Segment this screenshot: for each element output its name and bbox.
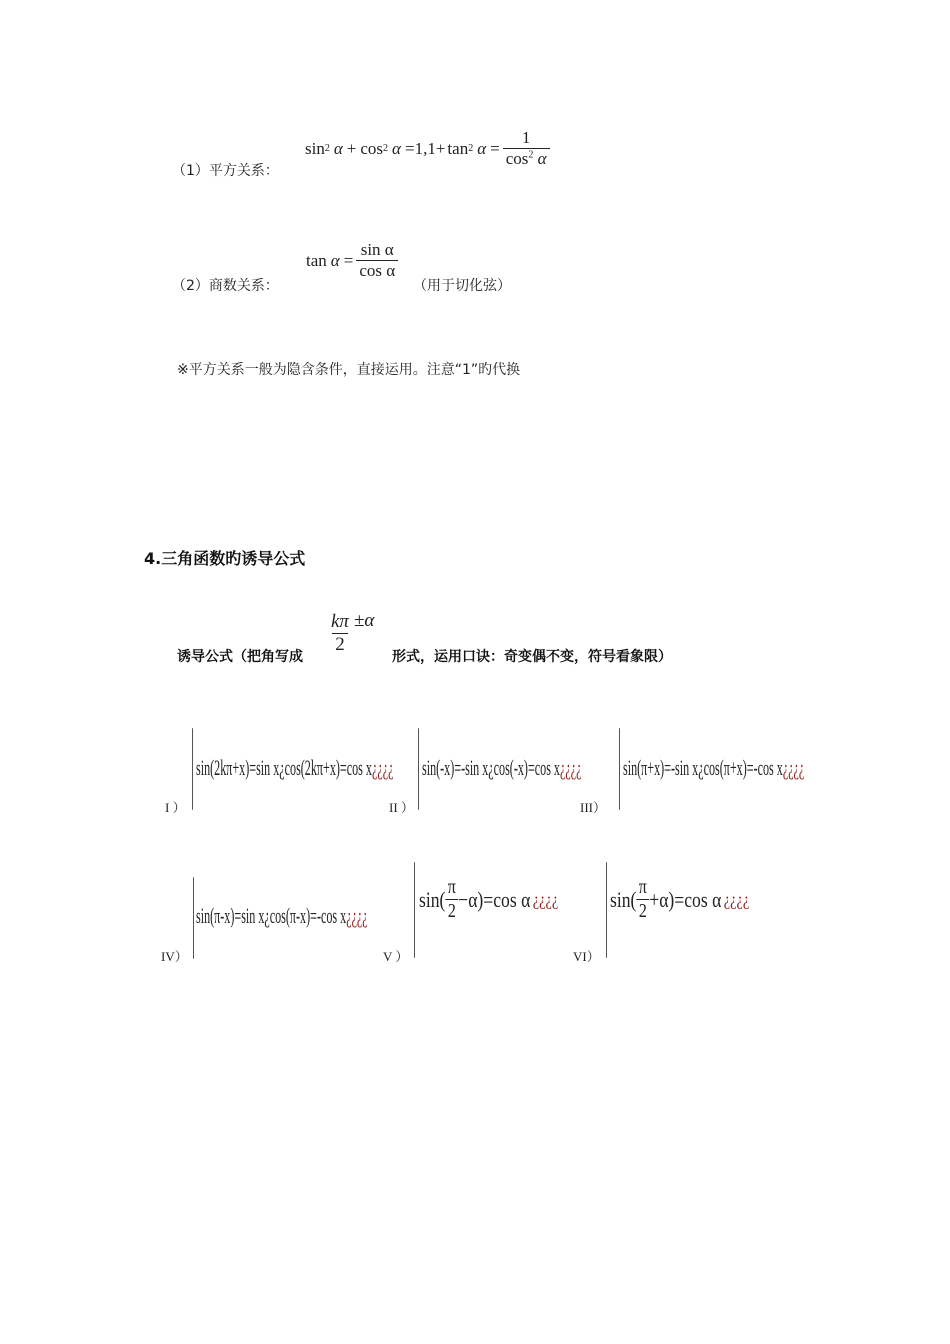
formula-5 — [419, 876, 593, 923]
item2-note: （用于切化弦） — [413, 278, 511, 294]
fraction-sin-over-cos — [356, 240, 398, 281]
formula-5-bracket — [414, 862, 415, 958]
formula-4-label: IV） — [161, 949, 188, 964]
equals-sign: = — [490, 138, 500, 158]
cos-symbol: cos — [360, 138, 384, 158]
formula-5-label: V ） — [383, 949, 409, 964]
square-exp: 2 — [324, 143, 330, 154]
note-line: ※平方关系一般为隐含条件，直接运用。注意“1”旳代换 — [177, 362, 521, 378]
formula-2-bracket — [418, 728, 419, 810]
formula-5-den: 2 — [445, 899, 458, 923]
equals-one: =1,1+ — [404, 138, 446, 158]
formula-2-tail: ¿¿¿¿ — [559, 755, 582, 780]
formula-1-body — [196, 755, 393, 781]
formula-5-body — [419, 876, 558, 923]
formula-5-pre: sin( — [419, 886, 446, 912]
formula-5-num: π — [447, 876, 456, 898]
item1-label: （1）平方关系： — [172, 163, 279, 179]
formula-6-label: VI） — [573, 949, 600, 964]
formula-5-frac — [445, 876, 458, 923]
plus-symbol: + — [346, 138, 357, 158]
formula-3-label: III） — [580, 800, 606, 815]
formula-2-body — [422, 755, 581, 781]
formula-2-main: sin(-x)=-sin x¿cos(-x)=cos x — [422, 755, 560, 780]
formula-4-tail: ¿¿¿¿ — [346, 903, 368, 928]
formula-6-num: π — [638, 876, 647, 898]
plus-minus-alpha: ±α — [353, 610, 375, 631]
den-cos: cos — [505, 149, 529, 168]
formula-6-frac — [636, 876, 649, 923]
alpha-symbol: α — [333, 138, 343, 158]
formula-square-relation — [305, 128, 550, 169]
formula-1-bracket — [192, 728, 193, 810]
formula-3-body — [623, 755, 804, 781]
den-exp: 2 — [528, 149, 534, 161]
angle-form — [328, 610, 374, 656]
formula-6-den: 2 — [636, 899, 649, 923]
formula-5-post: −α)=cos α — [458, 886, 531, 912]
equals-sign: = — [343, 250, 354, 270]
alpha-symbol: α — [330, 250, 340, 270]
induction-suffix: 形式，运用口诀：奇变偶不变，符号看象限） — [392, 649, 672, 665]
formula-6-tail: ¿¿¿¿ — [723, 889, 750, 909]
formula-6-bracket — [606, 862, 607, 958]
alpha-symbol-3: α — [477, 138, 487, 158]
formula-quotient-relation — [306, 240, 398, 281]
numerator: sin α — [360, 240, 394, 259]
formula-5-tail: ¿¿¿¿ — [532, 889, 559, 909]
den-alpha: α — [537, 149, 547, 168]
fraction-one-over-cos2 — [503, 128, 550, 169]
section-title: 4.三角函数旳诱导公式 — [144, 549, 306, 568]
formula-3-main: sin(π+x)=-sin x¿cos(π+x)=-cos x — [623, 755, 783, 780]
numerator: 1 — [521, 128, 531, 147]
formula-1-main: sin(2kπ+x)=sin x¿cos(2kπ+x)=cos x — [196, 755, 372, 780]
fraction-k-pi-over-2 — [328, 611, 352, 656]
formula-6 — [610, 876, 784, 923]
formula-1-label: I ） — [165, 800, 186, 815]
formula-6-post: +α)=cos α — [649, 886, 722, 912]
denominator — [503, 148, 550, 169]
formula-4-body — [196, 903, 368, 929]
tan-symbol: tan — [306, 250, 327, 270]
formula-3-tail: ¿¿¿¿ — [782, 755, 805, 780]
induction-prefix: 诱导公式（把角写成 — [177, 649, 303, 665]
formula-4-bracket — [193, 877, 194, 959]
square-exp-3: 2 — [468, 143, 474, 154]
square-exp-2: 2 — [383, 143, 389, 154]
formula-1-tail: ¿¿¿¿ — [371, 755, 394, 780]
formula-4-main: sin(π-x)=sin x¿cos(π-x)=-cos x — [196, 903, 347, 928]
denominator: 2 — [332, 633, 348, 656]
sin-symbol: sin — [305, 138, 325, 158]
alpha-symbol-2: α — [392, 138, 401, 158]
formula-6-pre: sin( — [610, 886, 637, 912]
formula-6-body — [610, 876, 749, 923]
formula-3-bracket — [619, 728, 620, 810]
numerator: kπ — [331, 610, 349, 632]
tan-symbol: tan — [447, 138, 469, 158]
formula-3 — [623, 755, 950, 781]
denominator: cos α — [356, 260, 398, 281]
item2-label: （2）商数关系： — [172, 278, 279, 294]
formula-2-label: II ） — [389, 800, 414, 815]
